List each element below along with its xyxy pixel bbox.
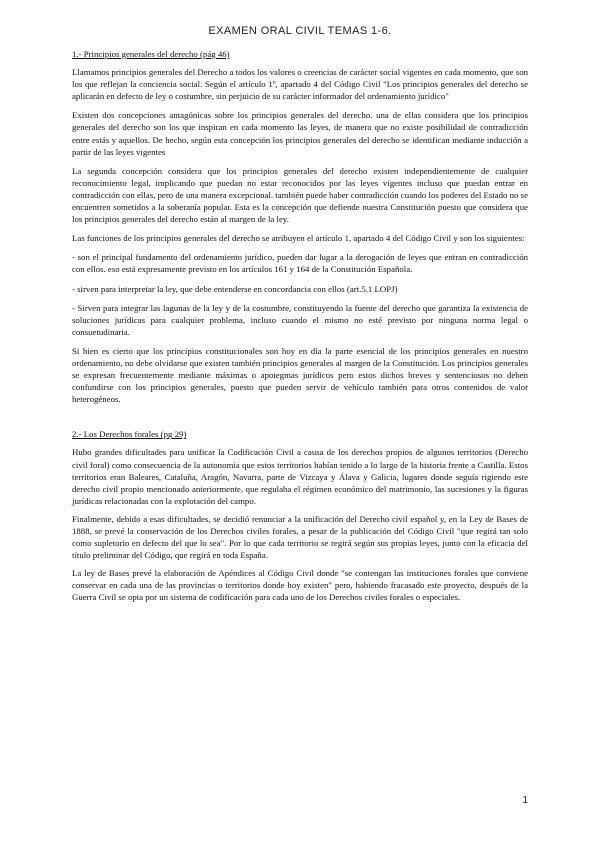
section-spacer: [72, 412, 528, 428]
page-number: 1: [522, 795, 528, 806]
section-heading-derechos-forales: 2.- Los Derechos forales (pg 29): [72, 429, 187, 440]
paragraph: La segunda concepción considera que los principios generales del derecho existen independientemente de cualquier reconocimiento legal, implicando que puedan no estar reconocidos por las leyes vigentes incluso que puedan entrar en contradicción con ellas, pero de una manera excepcional. también puede haber contradicción cuando los poderes del Estado no se encuentren sometidos a la soberanía popular. Esta es la concepción que defiende nuestra Constitución puesto que considera que los principios generales del derecho están al margen de la ley.: [72, 165, 528, 225]
paragraph: Hubo grandes dificultades para unificar la Codificación Civil a causa de los derechos propios de algunos territorios (Derecho civil foral) como consecuencia de la autonomía que estos territorios habían tenido a lo largo de la historia frente a Castilla. Estos territorios eran Baleares, Cataluña, Aragón, Navarra, parte de Vizcaya y Álava y Galicia, lugares donde seguía rigiendo este derecho civil propio mencionado anteriormente, que regulaba el régimen económico del matrimonio, las sucesiones y la figuras jurídicas relacionadas con la explotación del campo.: [72, 447, 528, 506]
section-heading-principios: 1.- Principios generales del derecho (pág 46): [72, 49, 230, 59]
paragraph: Existen dos concepciones antagónicas sobre los principios generales del derecho. una de ellas considera que los principios generales del derecho son los que inspiran en cada momento las leyes, de manera que no existe posibilidad de contradicción entre estás y aquellos. De hecho, según esta concepción los principios generales del derecho se identifican mediante inducción a partir de las leyes vigentes: [72, 110, 528, 157]
list-item: - Sirven para integrar las lagunas de la ley y de la costumbre, constituyendo la fuente del derecho que garantiza la existencia de soluciones jurídicas para cualquier problema, incluso cuando el mismo no esté previsto por ninguna norma legal o consuetudinaria.: [72, 302, 528, 337]
document-title: EXAMEN ORAL CIVIL TEMAS 1-6.: [208, 25, 392, 37]
paragraph: Las funciones de los principios generales del derecho se atribuyen el artículo 1, apartado 4 del Código Civil y son los siguientes:: [72, 233, 525, 244]
paragraph: Llamamos principios generales del Derecho a todos los valores o creencias de carácter social vigentes en cada momento, que son los que reflejan la conciencia social. Según el artículo 1º, apartado 4 del Código Civil "Los principios generales del derecho se aplicarán en defecto de ley o costumbre, sin perjuicio de su carácter informador del ordenamiento jurídico": [72, 67, 528, 102]
list-item: - sirven para interpretar la ley, que debe entenderse en concordancia con ellos (art.5.1 LOPJ): [72, 283, 398, 294]
paragraph: La ley de Bases prevé la elaboración de Apéndices al Código Civil donde "se contengan las instituciones forales que conviene conservar en cada una de las provincias o territorios donde hoy existen" pero, habiendo fracasado este proyecto, después de la Guerra Civil se opta por un sistema de codificación para cada uno de los Derechos civiles forales o especiales.: [72, 568, 528, 603]
list-item: - son el principal fundamento del ordenamiento jurídico, pueden dar lugar a la derogación de leyes que entran en contradicción con ellos. eso está expresamente previsto en los artículos 161 y 164 de la Constitución Española.: [72, 252, 528, 275]
paragraph: Si bien es cierto que los principios constitucionales son hoy en día la parte esencial de los principios generales en nuestro ordenamiento, no debe olvidarse que existen también principios generales al margen de la Constitución. Los principios generales se expresan frecuentemente mediante máximas o apotegmas jurídicos pero estos dichos breves y sentenciosos no deben confundirse con los principios generales, puesto que pueden servir de vehículo también para otros contenidos de valor heterogéneos.: [72, 345, 528, 405]
paragraph: Finalmente, debido a esas dificultades, se decidió renunciar a la unificación del Derecho civil español y, en la Ley de Bases de 1888, se prevé la conservación de los Derechos civiles forales, a pesar de la publicación del Código Civil "que regirá tan solo como supletorio en defecto del que lo sea". Por lo que cada territorio se regirá según sus propias leyes, junto con la eficacia del título preliminar del Código, que regirá en toda España.: [72, 513, 528, 561]
document-body: [72, 48, 528, 610]
